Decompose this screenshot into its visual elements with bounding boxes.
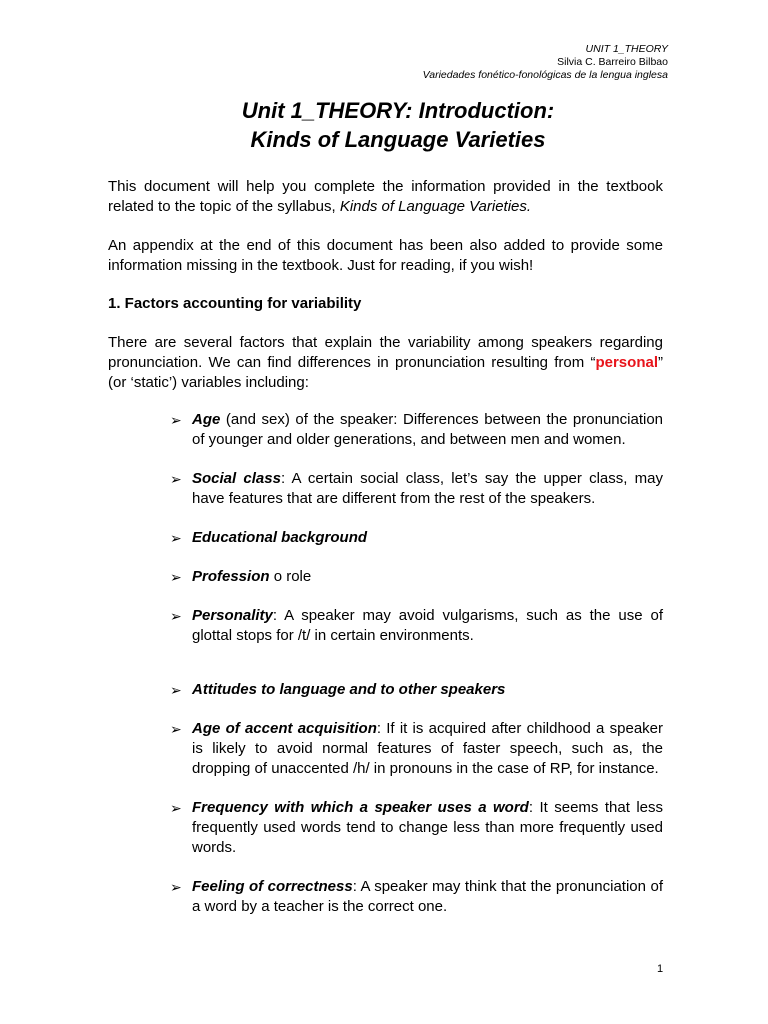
factor-description: : A speaker may avoid vulgarisms, such as the use of glottal stops for /t/ in certain environments. [192, 607, 663, 644]
list-item [170, 567, 663, 587]
factor-term: Age [192, 411, 221, 428]
list-item [170, 469, 663, 509]
header-author: Silvia C. Barreiro Bilbao [557, 56, 668, 68]
page-header [423, 43, 668, 82]
header-course: Variedades fonético-fonológicas de la lengua inglesa [422, 69, 668, 81]
title-line-2: Kinds of Language Varieties [250, 127, 546, 152]
title-line-1: Unit 1_THEORY: Introduction: [241, 98, 555, 123]
arrow-bullet-icon: ➢ [170, 682, 182, 698]
list-item [170, 877, 663, 917]
factor-description: (and sex) of the speaker: Differences between the pronunciation of younger and older generations, and between men and women. [192, 411, 663, 448]
factor-term: Educational background [192, 529, 368, 546]
arrow-bullet-icon: ➢ [170, 608, 182, 624]
list-item [170, 606, 663, 646]
intro-paragraph-1 [108, 177, 663, 217]
highlight-personal: personal [595, 354, 658, 371]
intro-p1-italic: Kinds of Language Varieties. [339, 198, 532, 215]
factor-description: : A certain social class, let’s say the upper class, may have features that are different from the rest of the speakers. [192, 470, 663, 507]
document-title [0, 96, 768, 154]
section-heading: 1. Factors accounting for variability [108, 295, 362, 312]
arrow-bullet-icon: ➢ [170, 569, 182, 585]
header-unit: UNIT 1_THEORY [585, 43, 668, 55]
factor-description: : It seems that less frequently used words tend to change less than more frequently used words. [192, 799, 663, 856]
list-item [170, 680, 663, 700]
section-paragraph [108, 333, 663, 393]
page-number: 1 [657, 963, 664, 975]
factor-term: Profession [192, 568, 270, 585]
factor-description: : A speaker may think that the pronunciation of a word by a teacher is the correct one. [192, 878, 663, 915]
arrow-bullet-icon: ➢ [170, 879, 182, 895]
arrow-bullet-icon: ➢ [170, 471, 182, 487]
list-item [170, 410, 663, 450]
section-p-before: There are several factors that explain the variability among speakers regarding pronunciation. We can find differences in pronunciation resulting from “ [108, 334, 663, 371]
list-item [170, 719, 663, 779]
arrow-bullet-icon: ➢ [170, 530, 182, 546]
factor-term: Attitudes to language and to other speakers [192, 681, 506, 698]
arrow-bullet-icon: ➢ [170, 800, 182, 816]
factor-term: Personality [192, 607, 273, 624]
list-item [170, 798, 663, 858]
intro-paragraph-2: An appendix at the end of this document has been also added to provide some information missing in the textbook. Just for reading, if you wish! [108, 237, 663, 274]
arrow-bullet-icon: ➢ [170, 412, 182, 428]
factor-description: : If it is acquired after childhood a speaker is likely to avoid normal features of faster speech, such as, the dropping of unaccented /h/ in pronouns in the case of RP, for instance. [192, 720, 663, 777]
factor-term: Frequency with which a speaker uses a word [192, 799, 529, 816]
factors-list [170, 410, 663, 917]
section-p-after: ” (or ‘static’) variables including: [108, 354, 663, 391]
intro-p1-text: This document will help you complete the information provided in the textbook related to the topic of the syllabus, [108, 178, 663, 215]
arrow-bullet-icon: ➢ [170, 721, 182, 737]
list-item [170, 528, 663, 548]
factor-term: Feeling of correctness [192, 878, 353, 895]
factor-description: o role [269, 568, 312, 585]
factor-term: Social class [192, 470, 281, 487]
factor-term: Age of accent acquisition [192, 720, 377, 737]
